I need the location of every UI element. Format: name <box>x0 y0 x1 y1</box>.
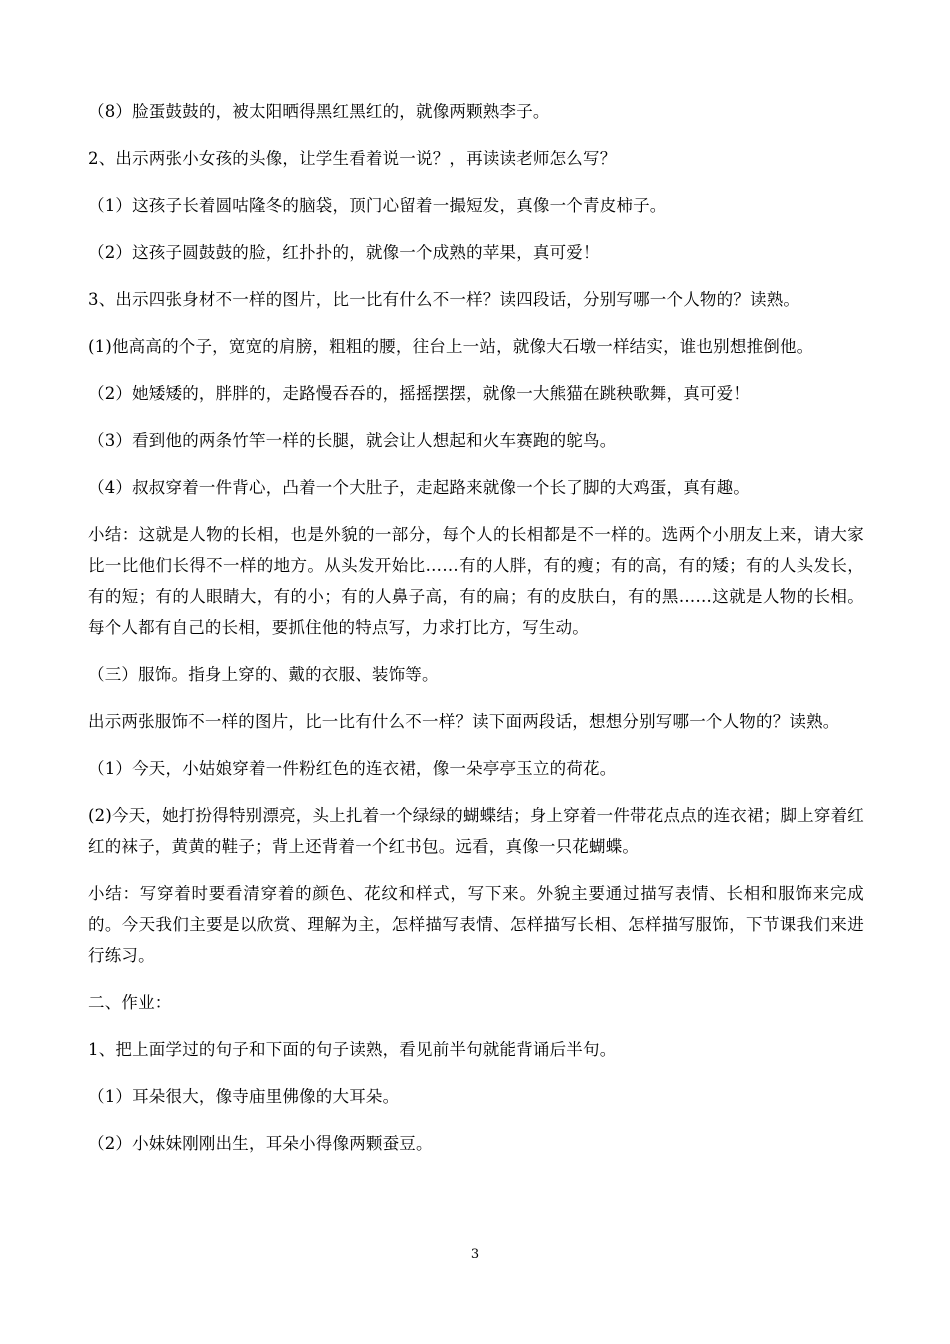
paragraph-task-2-item-2: （2）这孩子圆鼓鼓的脸，红扑扑的，就像一个成熟的苹果，真可爱！ <box>88 243 600 262</box>
paragraph-homework-item-2: （2）小妹妹刚刚出生，耳朵小得像两颗蚕豆。 <box>88 1134 433 1153</box>
paragraph-clothing-item-1: （1）今天，小姑娘穿着一件粉红色的连衣裙，像一朵亭亭玉立的荷花。 <box>88 759 617 778</box>
paragraph-clothing-intro: 出示两张服饰不一样的图片，比一比有什么不一样？读下面两段话，想想分别写哪一个人物的？读熟。 <box>88 712 840 731</box>
paragraph-summary-clothing: 小结：写穿着时要看清穿着的颜色、花纹和样式，写下来。外貌主要通过描写表情、长相和服饰来完成的。今天我们主要是以欣赏、理解为主，怎样描写表情、怎样描写长相、怎样描写服饰，下节课我们来进行练习。 <box>88 884 864 965</box>
paragraph-clothing-item-2: (2)今天，她打扮得特别漂亮，头上扎着一个绿绿的蝴蝶结；身上穿着一件带花点点的连衣裙；脚上穿着红红的袜子，黄黄的鞋子；背上还背着一个红书包。远看，真像一只花蝴蝶。 <box>88 806 864 856</box>
paragraph-task-3-item-1: (1)他高高的个子，宽宽的肩膀，粗粗的腰，往台上一站，就像大石墩一样结实，谁也别想推倒他。 <box>88 337 814 356</box>
page-number: 3 <box>470 1247 480 1262</box>
paragraph-task-3: 3、出示四张身材不一样的图片，比一比有什么不一样？读四段话，分别写哪一个人物的？读熟。 <box>88 290 801 309</box>
section-heading-clothing: （三）服饰。指身上穿的、戴的衣服、装饰等。 <box>88 665 439 684</box>
paragraph-task-3-item-4: （4）叔叔穿着一件背心，凸着一个大肚子，走起路来就像一个长了脚的大鸡蛋，真有趣。 <box>88 478 750 497</box>
paragraph-cheeks-plums: （8）脸蛋鼓鼓的，被太阳晒得黑红黑红的，就像两颗熟李子。 <box>88 102 550 121</box>
paragraph-homework-1: 1、把上面学过的句子和下面的句子读熟，看见前半句就能背诵后半句。 <box>88 1040 617 1059</box>
paragraph-task-2: 2、出示两张小女孩的头像，让学生看着说一说？，再读读老师怎么写？ <box>88 149 617 168</box>
paragraph-task-3-item-3: （3）看到他的两条竹竿一样的长腿，就会让人想起和火车赛跑的鸵鸟。 <box>88 431 617 450</box>
paragraph-task-3-item-2: （2）她矮矮的，胖胖的，走路慢吞吞的，摇摇摆摆，就像一大熊猫在跳秧歌舞，真可爱！ <box>88 384 750 403</box>
paragraph-task-2-item-1: （1）这孩子长着圆咕隆冬的脑袋，顶门心留着一撮短发，真像一个青皮柿子。 <box>88 196 667 215</box>
document-body <box>88 96 864 1175</box>
paragraph-summary-appearance: 小结：这就是人物的长相，也是外貌的一部分，每个人的长相都是不一样的。选两个小朋友上来，请大家比一比他们长得不一样的地方。从头发开始比……有的人胖，有的瘦；有的高，有的矮；有的人头发长，有的短；有的人眼睛大，有的小；有的人鼻子高，有的扁；有的皮肤白，有的黑……这就是人物的长相。每个人都有自己的长相，要抓住他的特点写，力求打比方，写生动。 <box>88 525 864 637</box>
paragraph-homework-item-1: （1）耳朵很大，像寺庙里佛像的大耳朵。 <box>88 1087 400 1106</box>
section-heading-homework: 二、作业： <box>88 993 172 1012</box>
